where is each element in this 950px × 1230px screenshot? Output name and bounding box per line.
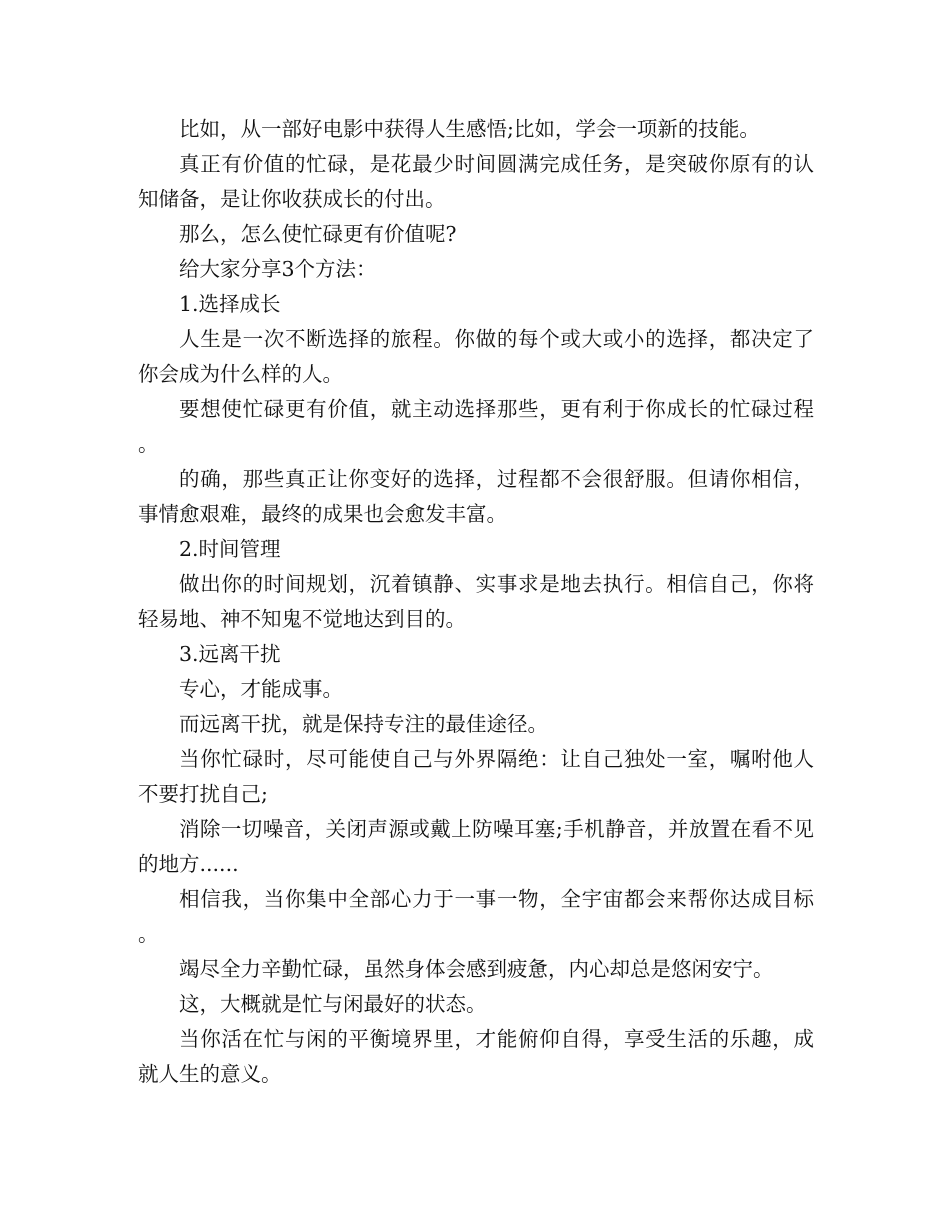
paragraph-1: 比如，从一部好电影中获得人生感悟;比如，学会一项新的技能。 — [179, 117, 760, 141]
section-heading-3: 3.远离干扰 — [179, 642, 281, 666]
paragraph-15: 这，大概就是忙与闲最好的状态。 — [179, 992, 487, 1016]
paragraph-8: 做出你的时间规划，沉着镇静、实事求是地去执行。相信自己，你将轻易地、神不知鬼不觉地达到目的。 — [138, 572, 814, 631]
paragraph-14: 竭尽全力辛勤忙碌，虽然身体会感到疲惫，内心却总是悠闲安宁。 — [179, 957, 774, 981]
paragraph-10: 而远离干扰，就是保持专注的最佳途径。 — [179, 712, 548, 736]
paragraph-16: 当你活在忙与闲的平衡境界里，才能俯仰自得，享受生活的乐趣，成就人生的意义。 — [138, 1027, 814, 1086]
document-body — [138, 112, 814, 1092]
paragraph-4: 给大家分享3个方法： — [179, 257, 377, 281]
paragraph-9: 专心，才能成事。 — [179, 677, 343, 701]
paragraph-12: 消除一切噪音，关闭声源或戴上防噪耳塞;手机静音，并放置在看不见的地方...... — [138, 817, 814, 876]
paragraph-13: 相信我，当你集中全部心力于一事一物，全宇宙都会来帮你达成目标。 — [138, 887, 814, 946]
paragraph-7: 的确，那些真正让你变好的选择，过程都不会很舒服。但请你相信，事情愈艰难，最终的成果也会愈发丰富。 — [138, 467, 814, 526]
paragraph-6: 要想使忙碌更有价值，就主动选择那些，更有利于你成长的忙碌过程。 — [138, 397, 814, 456]
paragraph-11: 当你忙碌时，尽可能使自己与外界隔绝：让自己独处一室，嘱咐他人不要打扰自己; — [138, 747, 814, 806]
paragraph-3: 那么，怎么使忙碌更有价值呢? — [179, 222, 457, 246]
section-heading-2: 2.时间管理 — [179, 537, 281, 561]
paragraph-2: 真正有价值的忙碌，是花最少时间圆满完成任务，是突破你原有的认知储备，是让你收获成长的付出。 — [138, 152, 814, 211]
paragraph-5: 人生是一次不断选择的旅程。你做的每个或大或小的选择，都决定了你会成为什么样的人。 — [138, 327, 814, 386]
section-heading-1: 1.选择成长 — [179, 292, 281, 316]
